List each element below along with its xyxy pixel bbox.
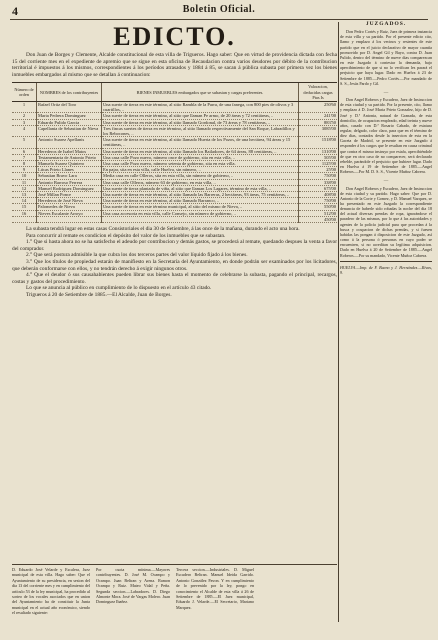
- row-value: 450'00: [299, 216, 338, 222]
- junta-notice: [12, 567, 337, 632]
- row-name: [37, 216, 102, 222]
- value-header-label: Valoracion, deducidas cargas: [303, 84, 333, 95]
- row-name: José Millan Ponce: [37, 192, 102, 198]
- closing-p5: 3.° Que los títulos de propiedad estarán de manifiesto en la Secretaría del Ayuntamiento, en donde podrán ser examinados por los licitadores, que deberán conformarse con ellos, y no tendrán derecho á exigir ningunos otros.: [12, 259, 337, 272]
- row-name: Herederos de José Nieva: [37, 198, 102, 204]
- auction-table-body: [12, 101, 337, 222]
- junta-col-3: Tercera seccion.—Industriales. D. Miguel Escudero Beltran. Manuel Ideida Garrido. Antonio González Pavon. Y en cumplimiento de lo prevenido por la ley, pongo en conocimiento el Alcalde de esta villa á 26 de Setiembre de 1885.—El Juez municipal, Eduardo J. Velarde.—El Secretario, Mariano Marquez.: [176, 567, 254, 610]
- table-row: [12, 192, 337, 198]
- row-name: Herederos de Isabel Matos: [37, 148, 102, 154]
- row-goods: Una casa calle Olleros, número 63 de gobierno, en esta villa, ..: [102, 179, 299, 185]
- closing-p4: 2.° Que será postura admisible la que cubra los dos terceros partes del valor líquido fijado á los bienes.: [26, 252, 248, 259]
- col-number-header: Número de orden: [12, 83, 37, 102]
- row-number: 4: [12, 125, 37, 136]
- row-value: 550'00: [299, 204, 338, 210]
- row-number: 2: [12, 113, 37, 119]
- edict-intro: Don Juan de Borges y Clemente, Alcalde constitucional de esta villa de Trigueros. Hago saber: Que en virtud de providencia dictada con fecha 15 del corriente mes en el expediente de apremio que se sigue en esta oficina de Recaudacion contra varios deudores por débito de la contribucion territorial é impuestos á los mismos, correspondientes á los períodos atrasados y 1884 á 85, se sacan á pública subasta por primera vez los bienes inmuebles embargados al mismo que se detallan á continuacion:: [12, 52, 337, 78]
- row-number: 9: [12, 167, 37, 173]
- row-goods: Tres fincas suertes de tierra en este término, al sitio llamado respectivamente del San Roque, Labradillos y los Rebocones, ..: [102, 125, 299, 136]
- table-row: [12, 216, 337, 222]
- court-notice-1: Don Pedro Cortés y Ruiz, Juez de primera instancia de esta villa y su partido. Por el presente edicto cito, llamo y emplazo á los vecinos y resientes de este partido que en el juicio declarativo de mayor cuantía promovido por D. Angel Gil y Bayo, contra D. Juan Pulido, dentro del término de nueve dias comparezcan en este Juzgado á contestar la demanda, bajo apercibimiento de que si no lo verifican les parará el perjuicio que haya lugar. Dado en Huelva á 23 de Setiembre de 1885.—Pedro Cortés.—Por mandado de S. S., Jesús Pardo y Gil.: [340, 29, 432, 86]
- row-name: Nieves Escalante Arroyo: [37, 210, 102, 216]
- row-name: Manuel Rodriguez Dominguez: [37, 185, 102, 191]
- table-row: [12, 125, 337, 136]
- row-goods: Una suerte de tierra en este término, al sitio llamado Huerta de los Pozos, de una hectárea, 94 áreas y 15 centiáreas, ..: [102, 137, 299, 148]
- separator-2: —: [383, 177, 389, 183]
- row-goods: Una casa calle Pozo nuevo, número once de gobierno, sita en esta villa, ..: [102, 154, 299, 160]
- row-number: 12: [12, 185, 37, 191]
- row-value: 883'50: [299, 119, 338, 125]
- closing-p2: Para concurrir al remate es condicion el depósito del valor de los inmuebles que se subastan.: [26, 232, 226, 239]
- row-value: 1310'00: [299, 148, 338, 154]
- header-rule: [10, 19, 428, 20]
- row-value: 505'00: [299, 154, 338, 160]
- col-value-header: [299, 83, 338, 102]
- closing-p6: 4.° Que el deudor ó sus causahabientes pueden librar sus bienes hasta el momento de celebrarse la subasta, pagando el principal, recargos, costas y gastos del procedimiento.: [12, 272, 337, 285]
- row-goods: Una casa accesoria en esta villa, calle Consejo, sin número de gobierno, ..: [102, 210, 299, 216]
- row-value: 250'60: [299, 101, 338, 112]
- closing-p3: 1.° Que si hasta ahora no se ha satisfecho el adeudo por contribucion y demás gastos, se procederá al remate, quedando despues la venta a favor del comprador.: [12, 239, 337, 252]
- row-name: Sebastian Bravo Lara: [37, 173, 102, 179]
- row-name: Testamentaria de Antonio Prieto: [37, 154, 102, 160]
- auction-table: [12, 82, 337, 223]
- row-name: Capellania de Sebastian de Nieva: [37, 125, 102, 136]
- row-number: 7: [12, 154, 37, 160]
- row-number: 13: [12, 192, 37, 198]
- court-notice-2: Don Angel Roberos y Escudero, Juez de Instruccion de esta ciudad y su partido. Por la presente, cito, llamo y emplazo á D. José Maria Prieto Gonzalez, hijo de D. José y D.ª Antonia, natural de Granada, de esta domicilio, de ocupacion empleado, edad treinta y nueve años, casado con D.ª Rosario Cabado, de estatura regular, delgado, color claro, para que en el término de diez dias, contados desde la insercion de esta en la Gaceta de Madrid, se presente en este Juzgado á responder á los cargos que le resultan en causa criminal que contra el mismo instruyo por estafa, apercibiéndole de que en otro caso de no comparecer, será declarado rebelde, parándole el perjuicio que hubiere lugar. Dado en Huelva á 19 de Setiembre de 1885.—Angel Roberos.—Por M. D. S. S., Vicente Muñoz Cabrera.: [340, 97, 432, 175]
- row-goods: Una suerte de tierra en este término, al sitio llamado Barranco, ..: [102, 198, 299, 204]
- publication-title: Boletin Oficial.: [182, 4, 256, 15]
- row-goods: Una suerte de tierra en este término, al sitio llamado las Barreras, 2 hectáreas, 93 áreas, 75 centiáreas, ..: [102, 192, 299, 198]
- row-goods: Media casa en calle Olleros, sita en esta villa, sin número de gobierno, ..: [102, 173, 299, 179]
- row-name: Antonio Barroso Ferrera: [37, 179, 102, 185]
- col-names-header: NOMBRES de los contribuyentes: [37, 83, 102, 102]
- row-number: 6: [12, 148, 37, 154]
- court-notice-3: Don Angel Roberos y Escudero, Juez de Instruccion de esta ciudad y su partido. Hago saber: Que por D. Antonio de la Corte y Gomez, y D. Manuel Vazquez, se ha presentado en este Juzgado la correspondiente denuncia de haberle sido robadas la noche del dia 18 del actual diversas prendas de ropa, ignorándose el paradero de las mismas, por lo que á las autoridades y agentes de la policía judicial para que procedan á la busca y ocupacion de dichas prendas, y si fuesen habidas las pongan á disposicion de este Juzgado, así como á la persona ó personas en cuyo poder se encuentren, si no acreditan su legítima adquisicion. Dado en Huelva á 20 de Setiembre de 1885.—Angel Roberos.—Por su mandado, Vicente Muñoz Cabrera.: [340, 185, 432, 258]
- row-number: 1: [12, 101, 37, 112]
- imprint-rule: [340, 261, 432, 262]
- closing-p8: Trigueros á 20 de Setiembre de 1885.—El Alcalde, Juan de Borges.: [26, 291, 172, 298]
- table-row: [12, 101, 337, 112]
- col-goods-header: BIENES INMUEBLES embargados que se subastan y cargas preferentes.: [102, 83, 299, 102]
- closing-text: [12, 226, 337, 299]
- table-row: [12, 137, 337, 148]
- closing-p1: La subasta tendrá lugar en estas casas Consistoriales el dia 30 de Setiembre, á las once de la mañana, durando el acto una hora.: [26, 226, 300, 233]
- row-number: 15: [12, 204, 37, 210]
- row-name: Manuela Suarez Quintero: [37, 161, 102, 167]
- row-name: Maria Pedrera Dominguez: [37, 113, 102, 119]
- row-name: Antonio Suarez Apellanis: [37, 137, 102, 148]
- row-number: [12, 216, 37, 222]
- column-divider: [338, 22, 339, 622]
- separator-1: —: [383, 88, 389, 94]
- imprint: HUELVA.—Imp. de F. Bueno y J. Hernández.—Rivas, 9.: [340, 264, 432, 275]
- row-name: Palomedes de Nieva: [37, 204, 102, 210]
- page-header: [10, 4, 428, 18]
- row-number: 8: [12, 161, 37, 167]
- row-value: 1518'00: [299, 137, 338, 148]
- edict-column: [12, 22, 337, 632]
- page-number: 4: [12, 4, 18, 18]
- edict-title: EDICTO.: [113, 22, 236, 51]
- junta-col-2: Por cuota mínima.—Mayores contribuyentes. D. José M. Ocampo y Ocampo. Juan Beltran y Arena. Ramon Ocampo y Ruiz. Mateo Vidal y Peña. Segunda seccion.—Labradores. D. Diego Almonte Mora. José de Vargas Molero. Juan Dominguez Ibañez.: [96, 567, 170, 605]
- junta-col-1: D. Eduardo José Velarde y Escalera, Juez municipal de esta villa. Hago saber: Que el Ayuntamiento de su presidencia, en sesion del dia 13 del corriente mes y en cumplimiento del artículo 53 de la ley municipal, ha procedido al sorteo de los vocales asociados que en union del Ayuntamiento ha de constituir la Junta municipal en el actual año económico, siendo el resultado siguiente:: [12, 567, 90, 616]
- row-name: Rafael Ortiz del Toro: [37, 101, 102, 112]
- row-value: 1125'00: [299, 161, 338, 167]
- row-value: 750'00: [299, 198, 338, 204]
- row-name: Lúcas Prieto Llanes: [37, 167, 102, 173]
- row-goods: [102, 216, 299, 222]
- row-goods: Una suerte de tierra en este término, al sitio que llaman Pe armo, de 20 áreas y 72 centiáreas, ..: [102, 113, 299, 119]
- row-goods: Una suerte de tierra en este término, al sitio llamado Gordonal, de 73 áreas y 78 centiáreas, ..: [102, 119, 299, 125]
- row-goods: Una suerte de tierra en este término, al sitio llamado los Bailadores, de 64 áreas, 88 centiáreas, ..: [102, 148, 299, 154]
- row-number: 14: [12, 198, 37, 204]
- courts-column: [340, 22, 432, 632]
- row-goods: Una suerte de tierra en este término municipal, al sitio del mismo de Nieva, ..: [102, 204, 299, 210]
- row-number: 16: [12, 210, 37, 216]
- value-unit-label: Ptas Is: [312, 94, 324, 100]
- row-number: 3: [12, 119, 37, 125]
- bottom-rule: [12, 564, 337, 565]
- row-number: 11: [12, 179, 37, 185]
- row-goods: Una suerte de tierra en este término, al sitio Rambla de la Parra, de una fanega, con 800 pies de olivos y 3 cuartillos, ..: [102, 101, 299, 112]
- row-value: 408'00: [299, 192, 338, 198]
- row-goods: Una casa calle Pozo nuevo, número setenta de gobierno, sita en esta villa.: [102, 161, 299, 167]
- courts-heading: JUZGADOS.: [365, 21, 407, 27]
- closing-p7: Lo que se anuncia al público en cumplimiento de lo dispuesto en el artículo 43 citado.: [26, 285, 212, 292]
- row-number: 10: [12, 173, 37, 179]
- row-goods: Una suerte de tierra plantada de viña, al sitio que llaman Los Lagares, término de esta villa, ..: [102, 185, 299, 191]
- row-value: 750'00: [299, 173, 338, 179]
- row-goods: En pajar, sita en esta villa, calle Huelva, sin número, ..: [102, 167, 299, 173]
- row-value: 3085'00: [299, 125, 338, 136]
- row-value: 338'00: [299, 179, 338, 185]
- row-value: 241'00: [299, 113, 338, 119]
- row-value: 675'00: [299, 185, 338, 191]
- row-value: 512'00: [299, 210, 338, 216]
- row-name: Eduardo Pulido Garcia: [37, 119, 102, 125]
- row-value: 25'00: [299, 167, 338, 173]
- row-number: 5: [12, 137, 37, 148]
